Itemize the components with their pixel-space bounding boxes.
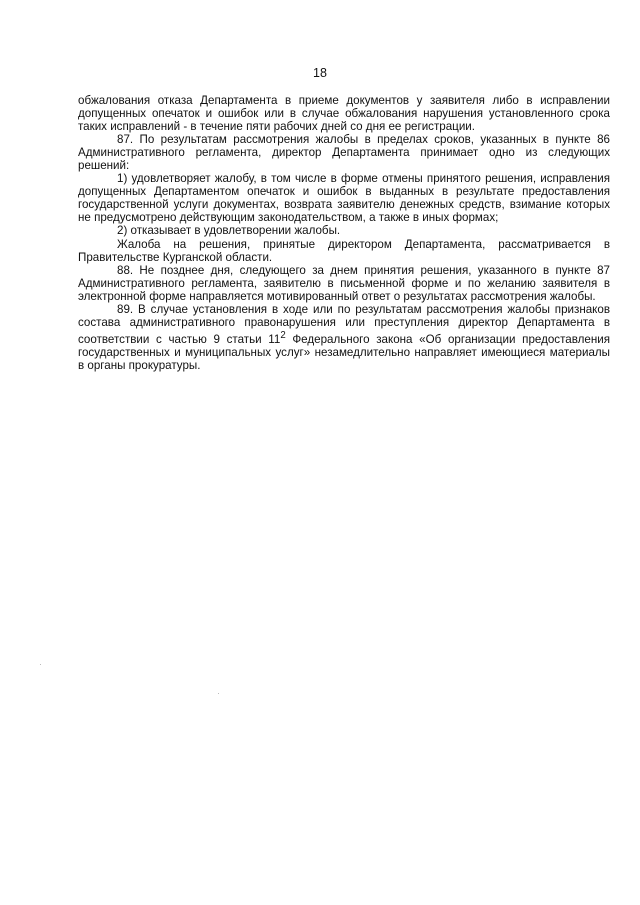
paragraph-89 — [78, 303, 610, 372]
page-number: 18 — [313, 66, 327, 80]
paragraph-88: 88. Не позднее дня, следующего за днем принятия решения, указанного в пункте 87 Административного регламента, заявителю в письменной форме и по желанию заявителя в электронной форме направляется мотивированный ответ о результатах рассмотрения жалобы. — [78, 263, 610, 303]
article-superscript: 2 — [280, 329, 286, 341]
scan-artifact-dot — [218, 693, 219, 694]
paragraph-continuation: обжалования отказа Департамента в приеме документов у заявителя либо в исправлении допущенных опечаток и ошибок или в случае обжалования нарушения установленного срока таких исправлений - в течение пяти рабочих дней со дня ее регистрации. — [78, 94, 610, 134]
paragraph-87-item-2: 2) отказывает в удовлетворении жалобы. — [117, 224, 341, 238]
document-body — [78, 94, 610, 372]
paragraph-89-text-start: 89. В случае установления в ходе или по результатам рассмотрения жалобы признаков состава административного правонарушения или преступления директор Департамента в соответствии с частью 9 статьи 11 — [78, 302, 610, 346]
scan-artifact-dot — [40, 664, 41, 665]
paragraph-87: 87. По результатам рассмотрения жалобы в пределах сроков, указанных в пункте 86 Административного регламента, директор Департамента принимает одно из следующих решений: — [78, 133, 610, 173]
paragraph-89-text-end: Федерального закона «Об организации предоставления государственных и муниципальных услуг» незамедлительно направляет имеющиеся материалы в органы прокуратуры. — [78, 332, 610, 372]
paragraph-complaint-government: Жалоба на решения, принятые директором Департамента, рассматривается в Правительстве Курганской области. — [78, 237, 610, 264]
paragraph-87-item-1: 1) удовлетворяет жалобу, в том числе в форме отмены принятого решения, исправления допущенных Департаментом опечаток и ошибок в выданных в результате предоставления государственной услуги документах, возврата заявителю денежных средств, взимание которых не предусмотрено действующим законодательством, а также в иных формах; — [78, 172, 610, 225]
